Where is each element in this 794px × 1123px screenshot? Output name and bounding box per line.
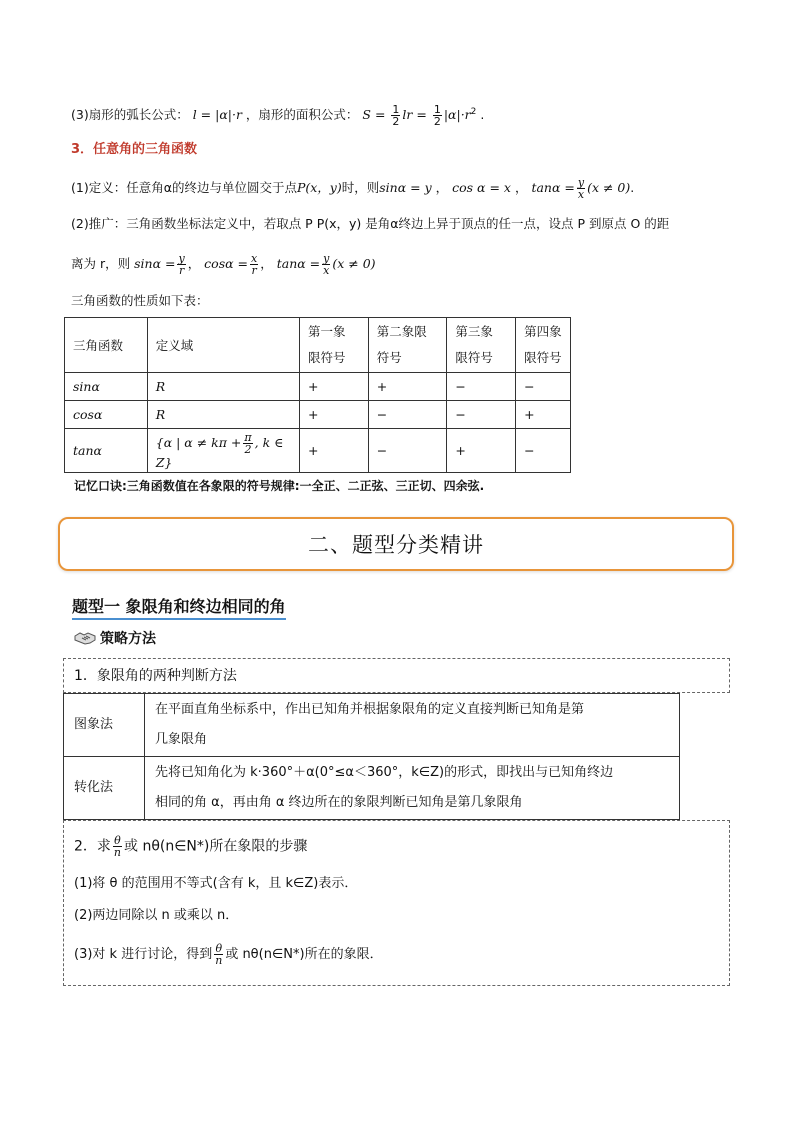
area-lr: lr = <box>402 107 427 123</box>
y-over-x-fraction: $\frac{y}{x}$ <box>577 176 585 201</box>
handshake-icon <box>74 630 96 646</box>
def2-tan: tanα = <box>276 256 321 271</box>
quadrant-method-table <box>63 693 680 820</box>
cell-sign-q2: − <box>368 429 447 473</box>
sector-label: (3)扇形的弧长公式： <box>71 107 189 123</box>
cell-domain: R <box>147 373 299 401</box>
strategy-label: 策略方法 <box>100 631 156 647</box>
cell-sign-q1: + <box>299 401 368 429</box>
square-exponent: 2 <box>470 107 477 117</box>
cell-sign-q4: − <box>516 429 571 473</box>
method-row-graph <box>64 694 680 757</box>
arc-length-formula: l = |α|·r <box>192 107 242 123</box>
definition-2-line-2: 离为 r，则 sinα = $\frac{y}{r}$ ， cosα = $\frac{x}{r}$ ， tanα = $\frac{y}{x}$ (x ≠ 0) <box>71 252 376 277</box>
header-q4: 第四象 限符号 <box>516 318 571 373</box>
cell-domain: R <box>147 401 299 429</box>
table-row-cos <box>65 401 571 429</box>
trig-properties-table <box>64 317 571 473</box>
def2-condition: (x ≠ 0) <box>332 256 376 271</box>
definition-2-line-1: (2)推广：三角函数坐标法定义中，若取点 P P(x，y) 是角α终边上异于顶点的任一点，设点 P 到原点 O 的距 <box>71 216 670 231</box>
step-1: (1)将 θ 的范围用不等式(含有 k，且 k∈Z)表示． <box>74 876 358 891</box>
y-over-r-fraction: $\frac{y}{r}$ <box>178 252 185 277</box>
area-label: ，扇形的面积公式： <box>245 107 359 123</box>
def1-text-2: 时，则 <box>341 180 380 195</box>
method-text-convert: 先将已知角化为 k·360°＋α(0°≤α＜360°，k∈Z)的形式，即找出与已知角终边 相同的角 α，再由角 α 终边所在的象限判断已知角是第几象限角 <box>145 757 680 820</box>
def1-tan: tanα = <box>531 180 575 195</box>
method-text-graph: 在平面直角坐标系中，作出已知角并根据象限角的定义直接判断已知角是第 几象限角 <box>145 694 680 757</box>
cell-sign-q4: − <box>516 373 571 401</box>
table-row-sin <box>65 373 571 401</box>
def2-text: 离为 r，则 <box>71 256 131 271</box>
cell-sign-q1: + <box>299 373 368 401</box>
period: . <box>480 107 485 123</box>
section-banner <box>58 517 734 571</box>
table-intro: 三角函数的性质如下表： <box>71 293 209 308</box>
cell-function: tanα <box>65 429 148 473</box>
half-fraction: $\frac{1}{2}$ <box>392 103 400 129</box>
box-2 <box>63 820 730 986</box>
header-domain: 定义域 <box>147 318 299 373</box>
step-3: (3)对 k 进行讨论，得到 $\frac{\theta}{n}$ 或 nθ(n∈N*)所在的象限． <box>74 942 383 967</box>
box-2-title: 2．求 $\frac{\theta}{n}$ 或 nθ(n∈N*)所在象限的步骤 <box>74 834 308 859</box>
banner-title: 二、题型分类精讲 <box>308 533 484 557</box>
cell-sign-q4: + <box>516 401 571 429</box>
period: . <box>630 180 635 195</box>
method-label-graph: 图象法 <box>64 694 145 757</box>
cell-sign-q1: + <box>299 429 368 473</box>
header-function: 三角函数 <box>65 318 148 373</box>
cell-domain: {α | α ≠ kπ + $\frac{\pi}{2}$ , k ∈ Z} <box>147 429 299 473</box>
type-1-title <box>72 594 286 617</box>
box-1-title: 1．象限角的两种判断方法 <box>74 668 237 684</box>
table-header-row <box>65 318 571 373</box>
def1-sin: sinα = y <box>379 180 432 195</box>
method-label-convert: 转化法 <box>64 757 145 820</box>
cell-function: cosα <box>65 401 148 429</box>
box-1-header <box>63 658 730 693</box>
cell-sign-q3: + <box>447 429 516 473</box>
header-q3: 第三象 限符号 <box>447 318 516 373</box>
def1-cos: cos α = x <box>452 180 511 195</box>
mnemonic: 记忆口诀:三角函数值在各象限的符号规律:一全正、二正弦、三正切、四余弦. <box>74 479 485 493</box>
def1-point: P(x，y) <box>296 180 342 195</box>
half-fraction-2: $\frac{1}{2}$ <box>433 103 441 129</box>
def1-condition: (x ≠ 0) <box>587 180 631 195</box>
strategy-heading <box>74 628 156 648</box>
area-alpha-r: |α|·r <box>443 107 471 123</box>
definition-1-line: (1)定义：任意角α的终边与单位圆交于点P(x，y)时，则sinα = y ， cos α = x ， tanα = $\frac{y}{x}$ (x ≠ 0). <box>71 176 635 201</box>
section-3-title: 3．任意角的三角函数 <box>71 142 198 157</box>
x-over-r-fraction: $\frac{x}{r}$ <box>251 252 258 277</box>
method-row-convert <box>64 757 680 820</box>
step-2: (2)两边同除以 n 或乘以 n． <box>74 908 239 923</box>
cell-sign-q2: − <box>368 401 447 429</box>
cell-sign-q2: + <box>368 373 447 401</box>
def2-cos: cosα = <box>204 256 249 271</box>
table-row-tan <box>65 429 571 473</box>
def1-text: (1)定义：任意角α的终边与单位圆交于点 <box>71 180 297 195</box>
sector-formula-line <box>71 103 484 127</box>
cell-sign-q3: − <box>447 401 516 429</box>
def2-sin: sinα = <box>134 256 176 271</box>
header-q1: 第一象 限符号 <box>299 318 368 373</box>
header-q2: 第二象限 符号 <box>368 318 447 373</box>
area-s: S = <box>362 107 386 123</box>
type-1-title-text: 题型一 象限角和终边相同的角 <box>72 597 286 620</box>
cell-function: sinα <box>65 373 148 401</box>
cell-sign-q3: − <box>447 373 516 401</box>
y-over-x-fraction-2: $\frac{y}{x}$ <box>323 252 330 277</box>
